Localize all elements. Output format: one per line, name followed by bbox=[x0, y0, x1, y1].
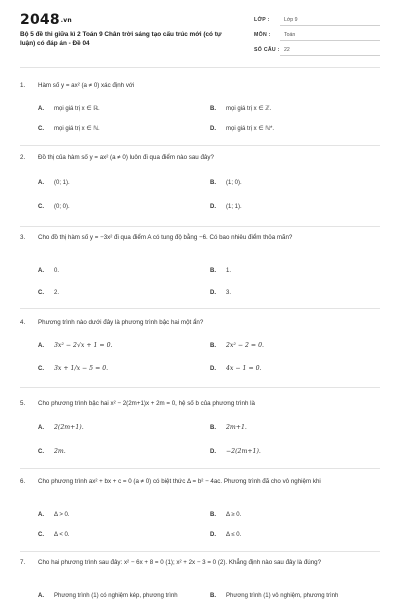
question-number: 3. bbox=[20, 234, 26, 241]
question-divider bbox=[20, 551, 380, 552]
site-logo[interactable] bbox=[20, 12, 72, 28]
logo-suffix: .vn bbox=[60, 16, 72, 24]
option-text: Δ ≤ 0. bbox=[226, 532, 242, 538]
option-text: 3. bbox=[226, 290, 232, 296]
option-text: (0; 1). bbox=[54, 180, 70, 186]
question-1 bbox=[20, 80, 380, 132]
option-letter: A. bbox=[38, 343, 44, 349]
question-5 bbox=[20, 398, 380, 455]
question-number: 2. bbox=[20, 154, 26, 161]
question-divider bbox=[20, 226, 380, 227]
option-letter: A. bbox=[38, 268, 44, 274]
question-7 bbox=[20, 557, 380, 599]
option-b[interactable] bbox=[210, 342, 264, 352]
option-letter: B. bbox=[210, 343, 216, 349]
option-b[interactable] bbox=[210, 593, 338, 600]
option-b[interactable] bbox=[210, 268, 231, 278]
question-text bbox=[20, 232, 380, 243]
option-letter: D. bbox=[210, 366, 216, 372]
option-letter: B. bbox=[210, 106, 216, 112]
question-count-label: SỐ CÂU : bbox=[254, 47, 280, 53]
option-d[interactable] bbox=[210, 532, 241, 542]
option-c[interactable] bbox=[38, 448, 66, 458]
class-underline bbox=[280, 25, 380, 26]
question-content: Cho phương trình bậc hai x² − 2(2m+1)x + 2m = 0, hệ số b của phương trình là bbox=[38, 400, 255, 407]
option-letter: D. bbox=[210, 290, 216, 296]
option-a[interactable] bbox=[38, 180, 70, 190]
option-letter: C. bbox=[38, 126, 44, 132]
option-d[interactable] bbox=[210, 365, 262, 375]
option-letter: D. bbox=[210, 204, 216, 210]
option-c[interactable] bbox=[38, 290, 59, 300]
class-label: LỚP : bbox=[254, 17, 270, 23]
option-text: 2(2m+1). bbox=[54, 424, 84, 431]
question-content: Phương trình nào dưới đây là phương trình bậc hai một ẩn? bbox=[38, 319, 204, 326]
option-text: mọi giá trị x ∈ ℤ. bbox=[226, 106, 272, 112]
option-a[interactable] bbox=[38, 268, 59, 278]
question-6 bbox=[20, 476, 380, 538]
question-divider bbox=[20, 468, 380, 469]
question-number: 4. bbox=[20, 319, 26, 326]
option-letter: B. bbox=[210, 268, 216, 274]
option-d[interactable] bbox=[210, 448, 261, 458]
option-b[interactable] bbox=[210, 105, 271, 115]
question-count-underline bbox=[280, 55, 380, 56]
option-text: 1. bbox=[226, 268, 232, 274]
option-text: (1; 1). bbox=[226, 204, 242, 210]
option-text: Δ > 0. bbox=[54, 512, 70, 518]
option-letter: D. bbox=[210, 449, 216, 455]
question-divider bbox=[20, 308, 380, 309]
option-letter: B. bbox=[210, 425, 216, 431]
option-d[interactable] bbox=[210, 204, 242, 214]
option-text: mọi giá trị x ∈ ℕ*. bbox=[226, 126, 275, 132]
option-text: (0; 0). bbox=[54, 204, 70, 210]
option-text: 2m+1. bbox=[226, 424, 247, 431]
option-c[interactable] bbox=[38, 532, 70, 542]
option-letter: C. bbox=[38, 366, 44, 372]
question-text bbox=[20, 80, 380, 91]
option-c[interactable] bbox=[38, 365, 108, 375]
question-text bbox=[20, 317, 380, 328]
question-text bbox=[20, 398, 380, 409]
option-text: Δ < 0. bbox=[54, 532, 70, 538]
option-b[interactable] bbox=[210, 424, 247, 434]
question-count-value: 22 bbox=[284, 47, 290, 53]
option-letter: C. bbox=[38, 290, 44, 296]
option-text: 0. bbox=[54, 268, 60, 274]
question-text bbox=[20, 476, 380, 487]
option-letter: B. bbox=[210, 512, 216, 518]
logo-text: 2048 bbox=[20, 12, 60, 28]
class-field bbox=[254, 14, 380, 26]
option-b[interactable] bbox=[210, 180, 242, 190]
question-text bbox=[20, 557, 380, 568]
option-text: 3x + 1/x − 5 = 0. bbox=[54, 365, 109, 372]
option-text: Phương trình (1) có nghiệm kép, phương trình bbox=[54, 593, 178, 599]
option-text: 2m. bbox=[54, 448, 66, 455]
question-content: Hàm số y = ax² (a ≠ 0) xác định với bbox=[38, 82, 135, 89]
option-d[interactable] bbox=[210, 290, 231, 300]
option-a[interactable] bbox=[38, 593, 178, 600]
subject-label: MÔN : bbox=[254, 32, 271, 38]
option-letter: A. bbox=[38, 180, 44, 186]
option-text: mọi giá trị x ∈ ℕ. bbox=[54, 126, 100, 132]
subject-field bbox=[254, 29, 380, 41]
option-letter: C. bbox=[38, 449, 44, 455]
question-4 bbox=[20, 317, 380, 372]
option-letter: D. bbox=[210, 126, 216, 132]
option-a[interactable] bbox=[38, 512, 70, 522]
question-number: 7. bbox=[20, 559, 26, 566]
option-letter: D. bbox=[210, 532, 216, 538]
option-text: Phương trình (1) vô nghiệm, phương trình bbox=[226, 593, 339, 599]
option-text: 4x − 1 = 0. bbox=[226, 365, 262, 372]
question-number: 1. bbox=[20, 82, 26, 89]
option-c[interactable] bbox=[38, 204, 70, 214]
document-header bbox=[0, 0, 400, 62]
option-letter: A. bbox=[38, 512, 44, 518]
option-text: mọi giá trị x ∈ ℝ. bbox=[54, 106, 100, 112]
question-2 bbox=[20, 152, 380, 210]
option-letter: B. bbox=[210, 593, 216, 599]
question-divider bbox=[20, 145, 380, 146]
option-letter: C. bbox=[38, 204, 44, 210]
option-letter: C. bbox=[38, 532, 44, 538]
header-divider bbox=[20, 67, 380, 68]
option-a[interactable] bbox=[38, 105, 100, 115]
subject-underline bbox=[280, 40, 380, 41]
question-text bbox=[20, 152, 380, 163]
option-a[interactable] bbox=[38, 342, 112, 352]
option-text: (1; 0). bbox=[226, 180, 242, 186]
question-count-field bbox=[254, 44, 380, 56]
option-text: −2(2m+1). bbox=[226, 448, 261, 455]
question-content: Đồ thị của hàm số y = ax² (a ≠ 0) luôn đi qua điểm nào sau đây? bbox=[38, 154, 214, 161]
option-text: 2. bbox=[54, 290, 60, 296]
question-content: Cho đồ thị hàm số y = −3x² đi qua điểm A có tung độ bằng −6. Có bao nhiêu điểm thỏa mãn? bbox=[38, 234, 293, 241]
option-d[interactable] bbox=[210, 125, 274, 135]
option-letter: B. bbox=[210, 180, 216, 186]
option-letter: A. bbox=[38, 106, 44, 112]
subject-value: Toán bbox=[284, 32, 296, 38]
option-text: 2x² − 2 = 0. bbox=[226, 342, 264, 349]
class-value: Lớp 9 bbox=[284, 17, 298, 23]
option-letter: A. bbox=[38, 425, 44, 431]
document-title: Bộ 5 đề thi giữa kì 2 Toán 9 Chân trời sáng tạo cấu trúc mới (có tự luận) có đáp án - Đề 04 bbox=[20, 31, 222, 47]
question-number: 6. bbox=[20, 478, 26, 485]
question-content: Cho hai phương trình sau đây: x² − 6x + 8 = 0 (1); x² + 2x − 3 = 0 (2). Khẳng định nào sau đây là đúng? bbox=[38, 559, 322, 566]
option-c[interactable] bbox=[38, 125, 100, 135]
option-letter: A. bbox=[38, 593, 44, 599]
option-text: 3x² − 2√x + 1 = 0. bbox=[54, 342, 113, 349]
option-b[interactable] bbox=[210, 512, 241, 522]
question-3 bbox=[20, 232, 380, 296]
option-a[interactable] bbox=[38, 424, 84, 434]
option-text: Δ ≥ 0. bbox=[226, 512, 242, 518]
question-content: Cho phương trình ax² + bx + c = 0 (a ≠ 0) có biệt thức Δ = b² − 4ac. Phương trình đã cho vô nghiệm khi bbox=[38, 478, 321, 485]
question-number: 5. bbox=[20, 400, 26, 407]
question-divider bbox=[20, 387, 380, 388]
